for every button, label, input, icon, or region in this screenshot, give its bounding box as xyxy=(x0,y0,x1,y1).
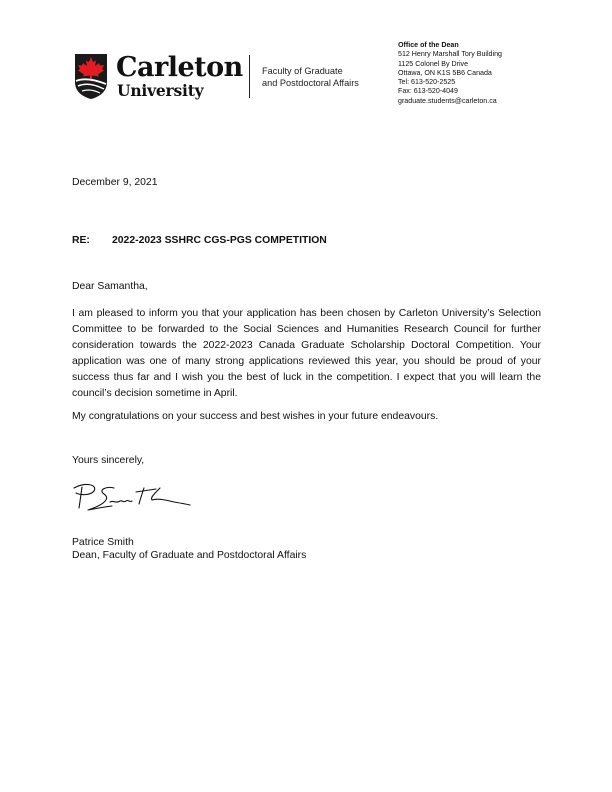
institution-sub: University xyxy=(117,80,204,100)
re-line xyxy=(72,235,327,246)
carleton-shield-icon xyxy=(73,52,109,100)
signer-title: Dean, Faculty of Graduate and Postdoctoral Affairs xyxy=(72,550,307,561)
faculty-line-2: and Postdoctoral Affairs xyxy=(262,78,359,88)
logo-divider xyxy=(249,55,250,98)
office-address-block xyxy=(398,41,502,106)
office-title: Office of the Dean xyxy=(398,41,459,49)
signer-name: Patrice Smith xyxy=(72,537,134,548)
wordmark xyxy=(116,51,243,100)
re-subject: 2022-2023 SSHRC CGS-PGS COMPETITION xyxy=(112,235,327,246)
faculty-line-1: Faculty of Graduate xyxy=(262,66,343,76)
office-fax: Fax: 613-520-4049 xyxy=(398,87,458,96)
salutation: Dear Samantha, xyxy=(72,281,148,292)
closing-paragraph: My congratulations on your success and best wishes in your future endeavours. xyxy=(72,411,439,422)
handwritten-signature-icon xyxy=(70,480,195,520)
institution-name: Carleton xyxy=(116,51,243,83)
re-label: RE: xyxy=(72,235,90,246)
body-paragraph: I am pleased to inform you that your application has been chosen by Carleton University’s Selection Committee to be forwarded to the Social Sciences and Humanities Research Council for further consideration towards the 2022-2023 Canada Graduate Scholarship Doctoral Competition. Your application was one of many strong applications reviewed this year, you should be proud of your success thus far and I wish you the best of luck in the competition. I expect that you will learn the council’s decision sometime in April. xyxy=(72,308,541,399)
signoff: Yours sincerely, xyxy=(72,455,145,466)
address-line-3: Ottawa, ON K1S 5B6 Canada xyxy=(398,68,492,77)
letter-date: December 9, 2021 xyxy=(72,177,158,188)
office-email: graduate.students@carleton.ca xyxy=(398,96,497,105)
address-line-1: 512 Henry Marshall Tory Building xyxy=(398,50,502,59)
office-tel: Tel: 613-520-2525 xyxy=(398,78,456,87)
faculty-name xyxy=(262,65,359,89)
address-line-2: 1125 Colonel By Drive xyxy=(398,59,469,68)
carleton-logo xyxy=(73,52,243,100)
